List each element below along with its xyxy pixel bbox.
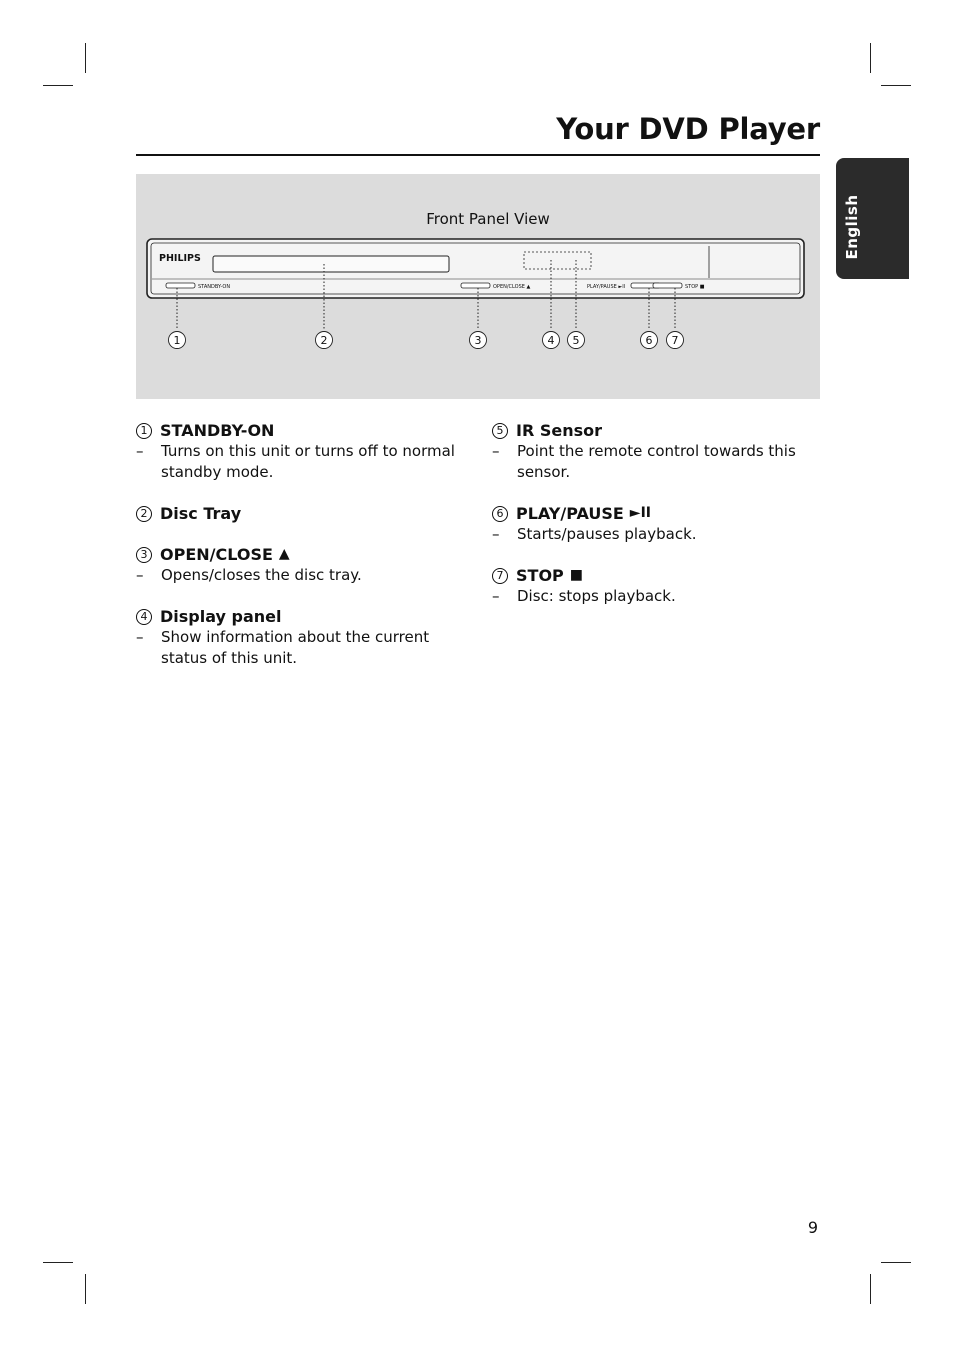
disc-tray-slot [213,256,449,272]
item-label: OPEN/CLOSE [160,545,273,564]
item-number: 7 [492,568,508,584]
crop-mark [43,1262,73,1263]
callout-7-text: 7 [671,334,679,347]
crop-mark [85,1274,86,1304]
feature-list-right [492,420,822,627]
item-label: Disc Tray [160,504,242,523]
standby-button [166,283,195,288]
play-pause-icon: ►II [629,505,651,521]
callout-1-text: 1 [173,334,181,347]
list-item: 5 IR Sensor – Point the remote control towards this sensor. [492,420,822,483]
callout-5-text: 5 [572,334,580,347]
item-description: Disc: stops playback. [517,587,676,605]
crop-mark [881,1262,911,1263]
item-description: Show information about the current status of this unit. [161,628,430,667]
stop-button [653,283,682,288]
item-label: STANDBY-ON [160,421,275,440]
brand-logo: PHILIPS [159,253,201,264]
item-label: STOP [516,566,564,585]
callout-3-text: 3 [474,334,482,347]
list-item: 4 Display panel – Show information about the current status of this unit. [136,606,466,669]
item-label: PLAY/PAUSE [516,504,624,523]
feature-list-left [136,420,466,689]
figure-caption: Front Panel View [426,210,550,228]
callout-4-text: 4 [547,334,555,347]
list-item: 1 STANDBY-ON – Turns on this unit or turns off to normal standby mode. [136,420,466,483]
item-number: 6 [492,506,508,522]
standby-label: STANDBY-ON [198,284,231,290]
list-item: 7 STOP ■ – Disc: stops playback. [492,566,676,605]
item-description: Point the remote control towards this sensor. [517,442,796,481]
callout-2-text: 2 [320,334,328,347]
crop-mark [870,1274,871,1304]
eject-icon: ▲ [278,546,290,562]
list-item: 3 OPEN/CLOSE ▲ – Opens/closes the disc tray. [136,545,362,584]
item-number: 3 [136,547,152,563]
item-description: Starts/pauses playback. [517,525,697,543]
item-description: Opens/closes the disc tray. [161,566,362,584]
item-number: 4 [136,609,152,625]
list-item [136,503,466,524]
stop-icon: ■ [569,567,583,583]
item-label: IR Sensor [516,421,603,440]
stop-label: STOP ■ [685,284,705,290]
open-close-label: OPEN/CLOSE ▲ [493,284,531,290]
item-number: 1 [136,423,152,439]
open-close-button [461,283,490,288]
page-title: Your DVD Player [556,112,820,146]
play-pause-label: PLAY/PAUSE ►II [587,284,626,290]
page-number: 9 [807,1218,818,1237]
item-number: 5 [492,423,508,439]
list-item: 6 PLAY/PAUSE ►II – Starts/pauses playback. [492,504,697,543]
item-number: 2 [136,506,152,522]
language-tab: English [836,158,909,279]
callout-6-text: 6 [645,334,653,347]
item-description: Turns on this unit or turns off to normal standby mode. [161,442,455,481]
dvd-front-panel-illustration [0,0,954,420]
item-label: Display panel [160,607,282,626]
